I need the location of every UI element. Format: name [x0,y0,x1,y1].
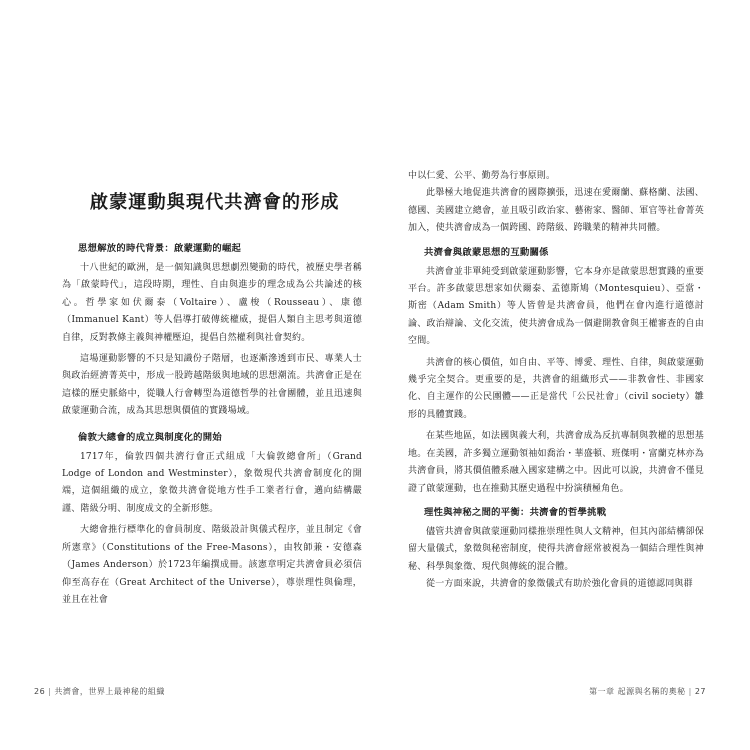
section-heading-interaction: 共濟會與啟蒙思想的互動關係 [424,246,549,258]
section-heading-enlightenment-rise: 思想解放的時代背景：啟蒙運動的崛起 [78,243,242,254]
left-footer [34,686,165,697]
right-page [408,168,704,594]
footer-separator: | [688,687,692,696]
paragraph-enlightenment-1: 十八世紀的歐洲，是一個知識與思想劇烈變動的時代，被歷史學者稱為「啟蒙時代」，這段時期，理性、自由與進步的理念成為公共論述的核心。哲學家如伏爾泰（Voltaire）、盧梭（Rousseau）、康德（Immanuel Kant）等人倡導打破傳統權威，提倡人類自主思考與道德自律，反對教條主義與神權壓迫，提倡自然權利與社會契約。 [62,263,362,343]
paragraph-continuation: 中以仁愛、公平、勤勞為行事原則。 [408,171,556,181]
section-heading-grand-lodge: 倫敦大總會的成立與制度化的開始 [78,431,222,443]
paragraph-expansion: 此舉極大地促進共濟會的國際擴張，迅速在愛爾蘭、蘇格蘭、法國、德國、美國建立總會，並且吸引政治家、藝術家、醫師、軍官等社會菁英加入，使共濟會成為一個跨國、跨階級、跨職業的精神共同體。 [408,188,704,234]
right-footer [589,686,706,697]
paragraph-philosophy-1: 儘管共濟會與啟蒙運動同樣推崇理性與人文精神，但其內部結構卻保留大量儀式，象徵與秘密制度，使得共濟會經常被視為一個結合理性與神秘、科學與象徵、現代與傳統的混合體。 [408,526,704,572]
book-title: 共濟會，世界上最神秘的組織 [54,687,165,696]
paragraph-interaction-2: 共濟會的核心價值，如自由、平等、博愛、理性、自律，與啟蒙運動幾乎完全契合。更重要的是，共濟會的組織形式——非教會性、非國家化、自主運作的公民團體——正是當代「公民社會」（civil society）雛形的具體實踐。 [408,357,704,420]
right-page-number: 27 [694,687,706,696]
paragraph-interaction-1: 共濟會並非單純受到啟蒙運動影響，它本身亦是啟蒙思想實踐的重要平台。許多啟蒙思想家如伏爾泰、孟德斯鳩（Montesquieu）、亞當・斯密（Adam Smith）等人皆曾是共濟會員，他們在會內進行道德討論、政治辯論、文化交流，使共濟會成為一個避開教會與王權審查的自由空間。 [408,266,704,347]
chapter-title: 啟蒙運動與現代共濟會的形成 [90,192,340,213]
paragraph-interaction-3: 在某些地區，如法國與義大利，共濟會成為反抗專制與教權的思想基地。在美國，許多獨立運動領袖如喬治・華盛頓、班傑明・富蘭克林亦為共濟會員，將其價值體系融入國家建構之中。因此可以說，共濟會不僅見證了啟蒙運動，也在推動其歷史過程中扮演積極角色。 [408,431,704,494]
paragraph-grand-lodge-2: 大總會推行標準化的會員制度、階級設計與儀式程序，並且制定《會所憲章》（Constitutions of the Free-Masons），由牧師兼・安德森（James Anderson）於1723年編撰成冊。該憲章明定共濟會員必須信仰至高存在（Great Architect of the Universe），尊崇理性與倫理，並且在社會 [62,525,362,605]
chapter-label: 第一章 [589,687,615,696]
chapter-name: 起源與名稱的奧秘 [617,687,686,696]
paragraph-grand-lodge-1: 1717年，倫敦四個共濟行會正式組成「大倫敦總會所」（Grand Lodge of London and Westminster），象徵現代共濟會制度化的開端，這個組織的成立，象徵共濟會從地方性手工業者行會，邁向結構嚴謹、階級分明、制度成文的全新形態。 [62,451,362,514]
footer-separator: | [48,687,52,696]
paragraph-philosophy-2: 從一方面來說，共濟會的象徵儀式有助於強化會員的道德認同與群 [426,579,693,590]
section-heading-philosophy: 理性與神秘之間的平衡：共濟會的哲學挑戰 [424,506,607,518]
paragraph-enlightenment-2: 這場運動影響的不只是知識份子階層，也逐漸滲透到市民、專業人士與政治經濟菁英中，形成一股跨越階級與地域的思想潮流。共濟會正是在這樣的歷史脈絡中，從職人行會轉型為道德哲學的社會團體，並且迅速與啟蒙運動合流，成為其思想與價值的實踐場域。 [62,354,362,417]
left-page [62,150,362,609]
left-page-number: 26 [34,687,46,696]
